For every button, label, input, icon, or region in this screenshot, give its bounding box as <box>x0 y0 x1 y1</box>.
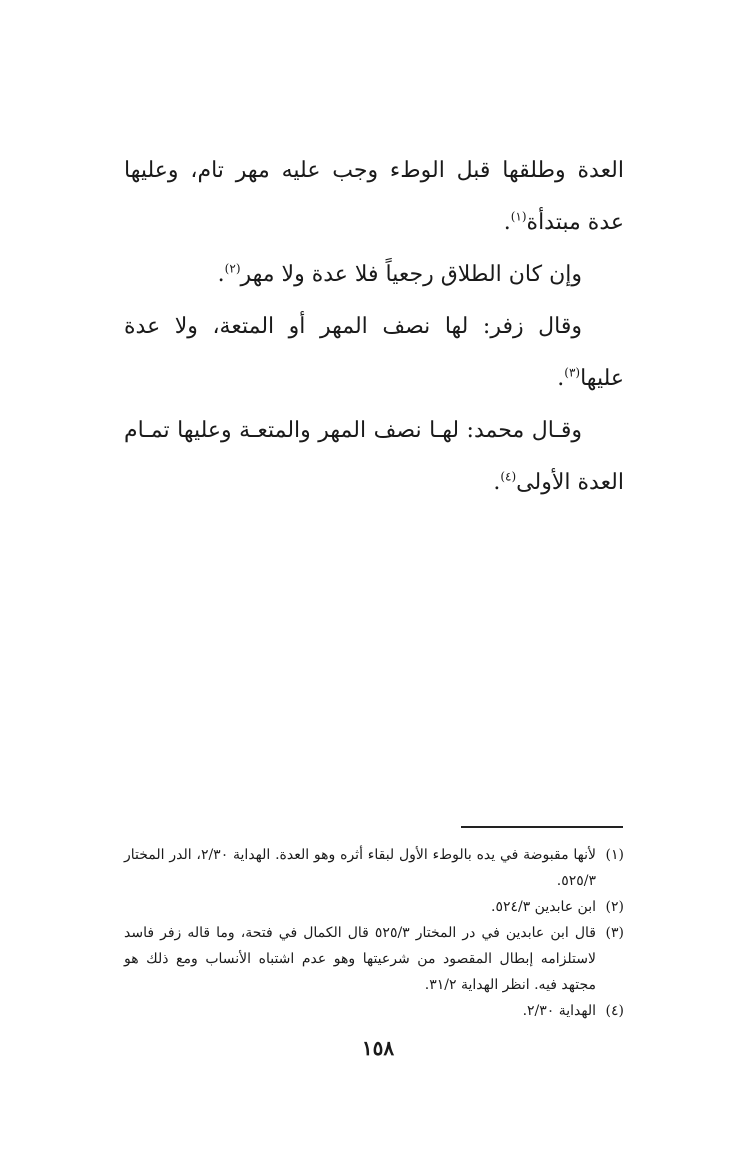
paragraph-3-end: . <box>557 366 565 391</box>
paragraph-1-end: . <box>503 210 511 235</box>
footnote-text: الهداية ٢/٣٠. <box>522 1003 596 1019</box>
footnotes <box>124 842 624 1024</box>
paragraph-2-text: وإن كان الطلاق رجعياً فلا عدة ولا مهر <box>240 262 582 287</box>
page-number: ١٥٨ <box>361 1036 395 1060</box>
footnote-number: (٢) <box>605 899 624 915</box>
paragraph-3-text: وقال زفر: لها نصف المهر أو المتعة، ولا عدة عليها <box>124 314 624 391</box>
main-text-block <box>124 145 624 509</box>
footnote-number: (٣) <box>605 925 624 941</box>
footnote-text: لأنها مقبوضة في يده بالوطء الأول لبقاء أثره وهو العدة. الهداية ٢/٣٠، الدر المختار ٥٢٥/٣. <box>124 847 596 889</box>
footnote-ref-1: (١) <box>510 209 527 224</box>
paragraph-2 <box>124 249 624 301</box>
paragraph-1 <box>124 145 624 249</box>
footnote-text: ابن عابدين ٥٢٤/٣. <box>490 899 596 915</box>
footnote-number: (٤) <box>605 1003 624 1019</box>
footnote-3 <box>124 920 624 998</box>
footnote-ref-3: (٣) <box>564 365 581 380</box>
footnote-number: (١) <box>605 847 624 863</box>
paragraph-4 <box>124 405 624 509</box>
paragraph-3 <box>124 301 624 405</box>
footnote-1 <box>124 842 624 894</box>
paragraph-1-text: العدة وطلقها قبل الوطء وجب عليه مهر تام، وعليها عدة مبتدأة <box>124 158 624 235</box>
paragraph-4-end: . <box>493 470 501 495</box>
footnote-divider <box>461 826 623 828</box>
footnote-ref-4: (٤) <box>500 469 517 484</box>
footnote-2 <box>124 894 624 920</box>
paragraph-4-text: وقـال محمد: لهـا نصف المهر والمتعـة وعليها تمـام العدة الأولى <box>124 418 624 495</box>
footnote-4 <box>124 998 624 1024</box>
footnote-text: قال ابن عابدين في در المختار ٥٢٥/٣ قال الكمال في فتحة، وما قاله زفر فاسد لاستلزامه إبطال المقصود من شرعيتها وهو عدم اشتباه الأنساب ومع ذلك هو مجتهد فيه. انظر الهداية ٣١/٢. <box>124 925 596 993</box>
paragraph-2-end: . <box>217 262 225 287</box>
footnote-ref-2: (٢) <box>224 261 241 276</box>
